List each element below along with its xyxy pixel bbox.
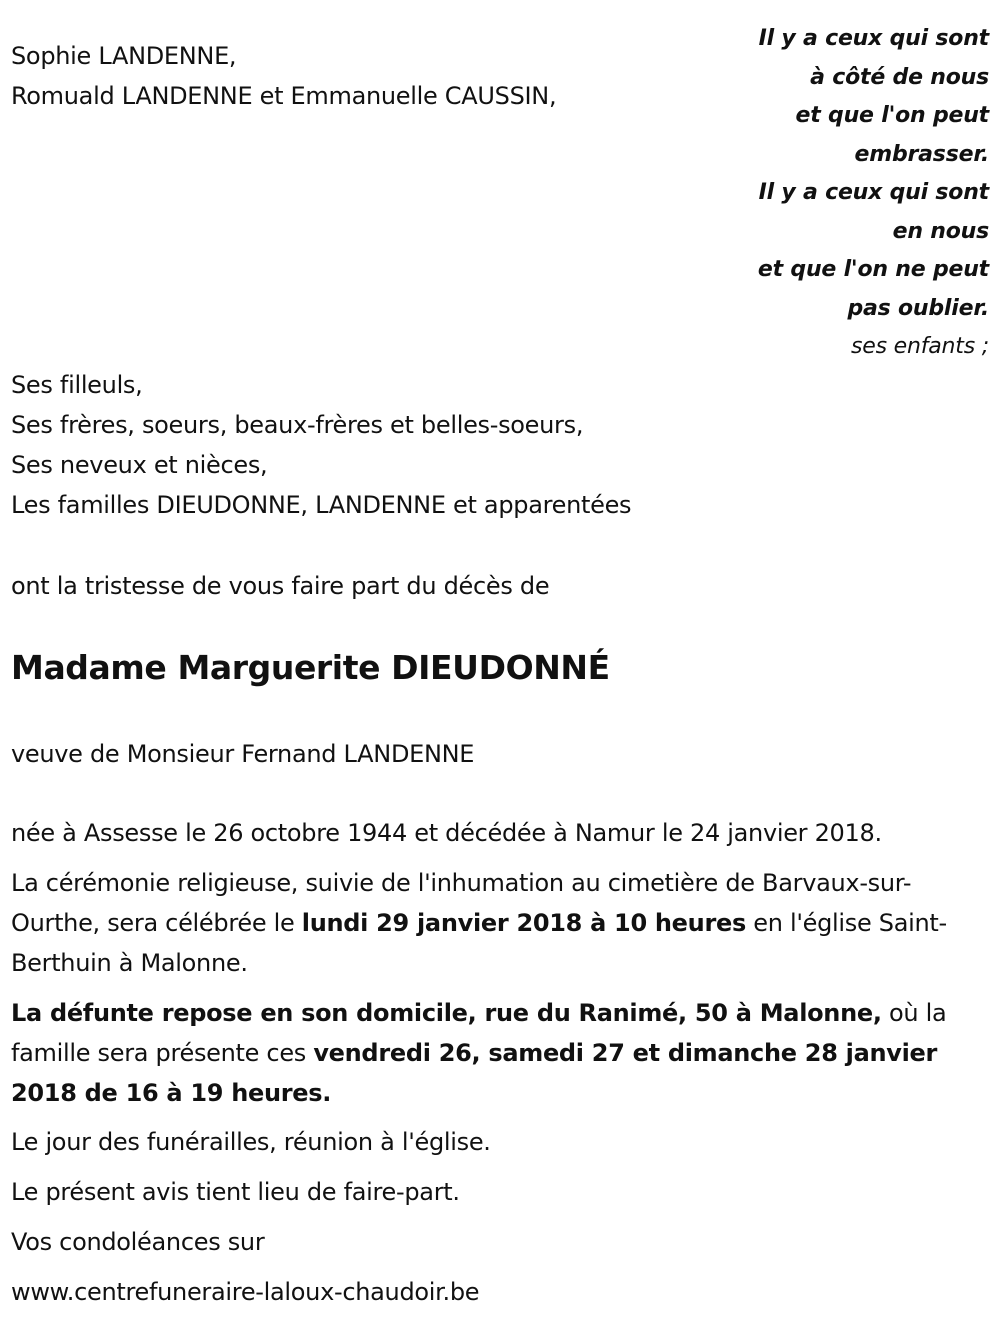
- funeral-day-text: Le jour des funérailles, réunion à l'église.: [11, 1128, 491, 1156]
- condolences-link[interactable]: www.centrefuneraire-laloux-chaudoir.be: [11, 1278, 480, 1306]
- condolences-url-line: [11, 1272, 996, 1312]
- ceremony-paragraph: [11, 863, 996, 983]
- visiting-dates: vendredi 26, samedi 27 et dimanche 28 janvier 2018 de 16 à 19 heures.: [11, 1039, 938, 1107]
- family-line: Sophie LANDENNE,: [11, 42, 237, 70]
- poem-line: pas oublier.: [847, 295, 989, 321]
- relatives-line: Les familles DIEUDONNE, LANDENNE et apparentées: [11, 491, 632, 519]
- notice-text: Le présent avis tient lieu de faire-part.: [11, 1178, 460, 1206]
- poem-line: à côté de nous: [810, 64, 989, 90]
- relatives-block: [11, 365, 631, 525]
- relatives-line: Ses filleuls,: [11, 371, 143, 399]
- repose-paragraph: [11, 993, 996, 1113]
- family-block: [11, 36, 556, 116]
- birth-death-text: née à Assesse le 26 octobre 1944 et décédée à Namur le 24 janvier 2018.: [11, 819, 882, 847]
- poem-quote: [758, 20, 989, 367]
- poem-line: embrasser.: [854, 141, 989, 167]
- condolences-label: Vos condoléances sur: [11, 1228, 265, 1256]
- family-line: Romuald LANDENNE et Emmanuelle CAUSSIN,: [11, 82, 557, 110]
- poem-line: en nous: [892, 218, 989, 244]
- relatives-line: Ses neveux et nièces,: [11, 451, 268, 479]
- deceased-name: Madame Marguerite DIEUDONNÉ: [11, 648, 610, 687]
- announcement-text: ont la tristesse de vous faire part du décès de: [11, 572, 550, 600]
- widow-of-text: veuve de Monsieur Fernand LANDENNE: [11, 740, 475, 768]
- poem-line: et que l'on ne peut: [757, 257, 989, 282]
- repose-location: La défunte repose en son domicile, rue du Ranimé, 50 à Malonne,: [11, 999, 882, 1027]
- repose-text: où la famille sera présente ces: [11, 999, 947, 1067]
- ceremony-date: lundi 29 janvier 2018 à 10 heures: [301, 909, 746, 937]
- poem-line: et que l'on peut: [795, 103, 989, 128]
- poem-line: Il y a ceux qui sont: [758, 26, 989, 51]
- ceremony-location: en l'église Saint-Berthuin à Malonne.: [11, 909, 947, 977]
- poem-line: Il y a ceux qui sont: [758, 180, 989, 205]
- poem-signature: ses enfants ;: [851, 334, 989, 359]
- ceremony-text: La cérémonie religieuse, suivie de l'inhumation au cimetière de Barvaux-sur-Ourthe, sera célébrée le: [11, 869, 912, 937]
- relatives-line: Ses frères, soeurs, beaux-frères et belles-soeurs,: [11, 411, 584, 439]
